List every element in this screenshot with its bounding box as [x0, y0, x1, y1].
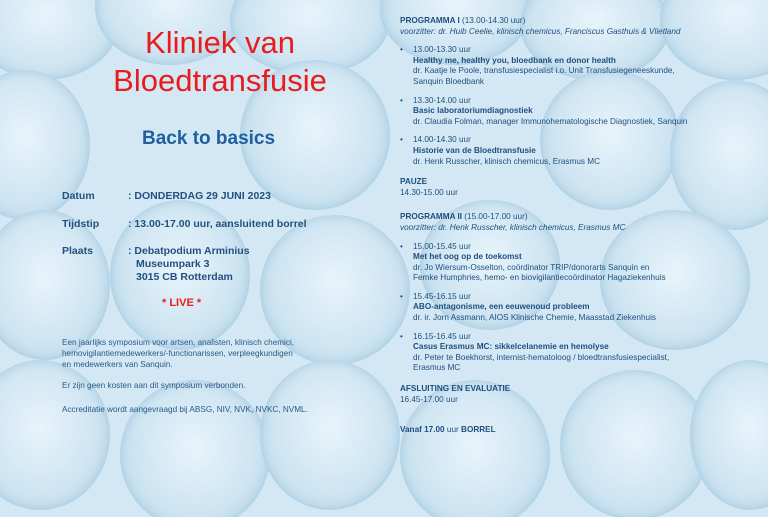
program-item	[400, 96, 760, 128]
program-item	[400, 332, 760, 374]
bullet-icon: •	[400, 331, 403, 341]
program-column	[400, 16, 760, 436]
accreditation-text: Accreditatie wordt aangevraagd bij ABSG, NIV, NVK, NVKC, NVML.	[62, 405, 308, 414]
program-1-time: (13.00-14.30 uur)	[462, 16, 526, 25]
drinks-prefix: Vanaf	[400, 425, 422, 435]
item-speaker: Femke Humphries, hemo- en biovigilantiecoördinator Hagaziekenhuis	[413, 273, 666, 283]
item-speaker: dr. Kaatje le Poole, transfusiespecialist i.o. Unit Transfusiegeneeskunde,	[413, 66, 675, 76]
closing-time: 16.45-17.00 uur	[400, 394, 458, 404]
program-2-title: PROGRAMMA II	[400, 212, 463, 222]
item-title: ABO-antagonisme, een eeuwenoud probleem	[413, 302, 590, 312]
intro-line-3: en medewerkers van Sanquin.	[62, 360, 173, 369]
drinks-line	[400, 425, 760, 436]
drinks-time: 17.00	[424, 425, 445, 435]
intro-line-2: hemovigilantiemedewerkers/-functionarissen, verpleegkundigen	[62, 349, 293, 358]
bullet-icon: •	[400, 291, 403, 301]
intro-text	[62, 337, 362, 370]
program-2-time: (15.00-17.00 uur)	[464, 212, 528, 222]
place-line-1: : Debatpodium Arminius	[128, 245, 250, 257]
place-value	[128, 245, 250, 284]
title-line-2: Bloedtransfusie	[113, 63, 327, 98]
place-label: Plaats	[62, 245, 93, 257]
item-title: Healthy me, healthy you, bloedbank en donor health	[413, 55, 616, 65]
item-time: 13.30-14.00 uur	[413, 95, 471, 105]
bullet-icon: •	[400, 135, 403, 145]
program-1-title: PROGRAMMA I	[400, 16, 460, 25]
item-speaker: dr. Claudia Folman, manager Immunohematologische Diagnostiek, Sanquin	[413, 116, 688, 126]
costs-text: Er zijn geen kosten aan dit symposium verbonden.	[62, 381, 246, 390]
program-1-heading	[400, 16, 760, 27]
live-badge: * LIVE *	[162, 297, 202, 309]
pause-title: PAUZE	[400, 177, 428, 187]
item-speaker: dr. ir. Jorn Assmann, AIOS Klinische Chemie, Maasstad Ziekenhuis	[413, 313, 657, 323]
program-2-heading	[400, 212, 760, 223]
item-speaker: dr. Peter te Boekhorst, internist-hematoloog / bloedtransfusiespecialist,	[413, 352, 670, 362]
program-item	[400, 45, 760, 87]
page-title	[70, 24, 370, 100]
program-1-chair: voorzitter: dr. Huib Ceelie, klinisch chemicus, Franciscus Gasthuis & Vlietland	[400, 26, 681, 36]
place-line-3: 3015 CB Rotterdam	[136, 271, 233, 283]
date-label: Datum	[62, 190, 95, 202]
pause-time: 14.30-15.00 uur	[400, 187, 458, 197]
item-speaker: dr. Jo Wiersum-Osselton, coördinator TRIP/donorarts Sanquin en	[413, 262, 650, 272]
program-item	[400, 292, 760, 324]
program-item	[400, 242, 760, 284]
bullet-icon: •	[400, 45, 403, 55]
closing-title: AFSLUITING EN EVALUATIE	[400, 384, 511, 394]
subtitle: Back to basics	[142, 128, 276, 149]
item-time: 15.45-16.15 uur	[413, 291, 471, 301]
item-title: Historie van de Bloedtransfusie	[413, 145, 536, 155]
bullet-icon: •	[400, 95, 403, 105]
program-2-chair: voorzitter: dr. Henk Russcher, klinisch chemicus, Erasmus MC	[400, 222, 626, 232]
bullet-icon: •	[400, 241, 403, 251]
time-label: Tijdstip	[62, 218, 100, 230]
drinks-unit: uur	[446, 425, 459, 435]
item-time: 13.00-13.30 uur	[413, 45, 471, 55]
program-item	[400, 135, 760, 167]
place-line-2: Museumpark 3	[136, 258, 210, 270]
item-title: Basic laboratoriumdiagnostiek	[413, 106, 533, 116]
item-title: Met het oog op de toekomst	[413, 252, 522, 262]
item-speaker: Sanquin Bloedbank	[413, 76, 485, 86]
item-time: 16.15-16.45 uur	[413, 331, 471, 341]
date-value: : DONDERDAG 29 JUNI 2023	[128, 190, 271, 202]
item-title: Casus Erasmus MC: sikkelcelanemie en hemolyse	[413, 342, 609, 352]
item-time: 14.00-14.30 uur	[413, 135, 471, 145]
intro-line-1: Een jaarlijks symposium voor artsen, analisten, klinisch chemici,	[62, 338, 295, 347]
title-line-1: Kliniek van	[145, 25, 295, 60]
item-speaker: dr. Henk Russcher, klinisch chemicus, Erasmus MC	[413, 156, 601, 166]
time-value: : 13.00-17.00 uur, aansluitend borrel	[128, 218, 307, 230]
item-time: 15.00-15.45 uur	[413, 241, 471, 251]
drinks-label: BORREL	[461, 425, 496, 435]
item-speaker: Erasmus MC	[413, 363, 461, 373]
